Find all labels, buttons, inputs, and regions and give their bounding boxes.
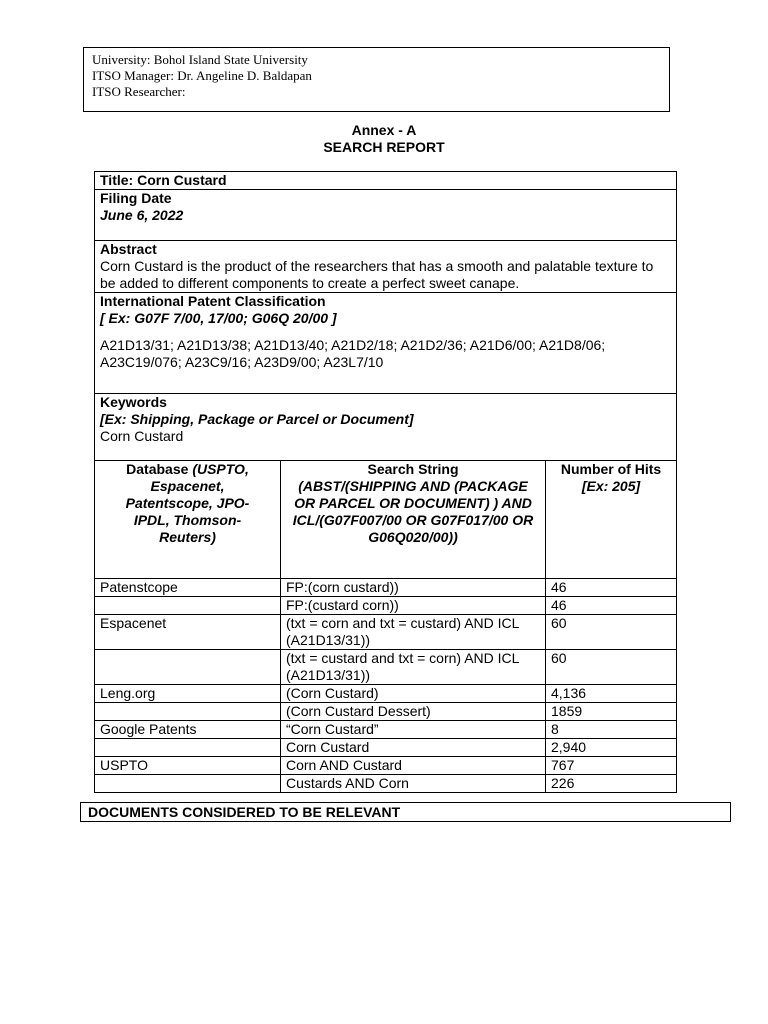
search-results [95, 579, 677, 793]
hits-example: [Ex: 205] [581, 478, 641, 494]
database-cell: USPTO [95, 757, 281, 775]
database-cell [95, 703, 281, 721]
title-cell: Title: Corn Custard [95, 172, 677, 190]
manager-line: ITSO Manager: Dr. Angeline D. Baldapan [92, 68, 312, 83]
database-cell: Espacenet [95, 615, 281, 650]
documents-relevant-heading: DOCUMENTS CONSIDERED TO BE RELEVANT [80, 802, 731, 822]
database-cell [95, 597, 281, 615]
keywords-value: Corn Custard [100, 428, 184, 444]
ipc-label: International Patent Classification [100, 293, 326, 309]
hits-label: Number of Hits [560, 461, 662, 477]
hits-cell: 767 [546, 757, 677, 775]
search-string-label: Search String [367, 461, 459, 477]
hits-cell: 2,940 [546, 739, 677, 757]
ipc-example: [ Ex: G07F 7/00, 17/00; G06Q 20/00 ] [100, 310, 337, 326]
abstract-label: Abstract [100, 241, 157, 257]
database-cell: Google Patents [95, 721, 281, 739]
table-row [95, 579, 677, 597]
table-row [95, 739, 677, 757]
ipc-codes: A21D13/31; A21D13/38; A21D13/40; A21D2/18; A21D2/36; A21D6/00; A21D8/06; A23C19/076; A23C9/16; A23D9/00; A23L7/10 [100, 337, 606, 370]
researcher-info-box [83, 47, 670, 112]
database-header [95, 461, 281, 579]
search-string-cell: Corn AND Custard [281, 757, 546, 775]
filing-date-cell [95, 190, 677, 241]
search-string-cell: (Corn Custard) [281, 685, 546, 703]
hits-cell: 60 [546, 650, 677, 685]
filing-date-value: June 6, 2022 [100, 207, 184, 223]
search-string-cell: FP:(custard corn)) [281, 597, 546, 615]
database-cell [95, 775, 281, 793]
search-string-cell: “Corn Custard” [281, 721, 546, 739]
abstract-cell [95, 241, 677, 293]
database-header-label: Database [126, 461, 189, 477]
search-string-cell: (Corn Custard Dessert) [281, 703, 546, 721]
keywords-label: Keywords [100, 394, 167, 410]
hits-header [546, 461, 677, 579]
hits-cell: 46 [546, 579, 677, 597]
search-string-cell: (txt = custard and txt = corn) AND ICL (A21D13/31)) [281, 650, 546, 685]
search-string-cell: (txt = corn and txt = custard) AND ICL (A21D13/31)) [281, 615, 546, 650]
hits-cell: 8 [546, 721, 677, 739]
database-cell: Leng.org [95, 685, 281, 703]
ipc-cell [95, 293, 677, 394]
report-heading: SEARCH REPORT [323, 139, 445, 155]
search-string-cell: FP:(corn custard)) [281, 579, 546, 597]
table-row [95, 615, 677, 650]
hits-cell: 1859 [546, 703, 677, 721]
hits-cell: 60 [546, 615, 677, 650]
table-row [95, 703, 677, 721]
search-string-header [281, 461, 546, 579]
search-report-table [94, 171, 677, 793]
annex-label: Annex - A [351, 122, 417, 138]
table-row [95, 685, 677, 703]
abstract-text: Corn Custard is the product of the researchers that has a smooth and palatable texture to be added to different components to create a perfect sweet canape. [100, 258, 654, 291]
filing-date-label: Filing Date [100, 190, 172, 206]
researcher-line: ITSO Researcher: [92, 84, 186, 99]
hits-cell: 226 [546, 775, 677, 793]
database-cell [95, 650, 281, 685]
table-row [95, 597, 677, 615]
database-cell [95, 739, 281, 757]
table-row [95, 721, 677, 739]
keywords-cell [95, 394, 677, 461]
university-line: University: Bohol Island State University [92, 52, 308, 67]
search-string-cell: Custards AND Corn [281, 775, 546, 793]
table-row [95, 757, 677, 775]
keywords-example: [Ex: Shipping, Package or Parcel or Document] [100, 411, 414, 427]
search-string-cell: Corn Custard [281, 739, 546, 757]
database-header-example: (USPTO, Espacenet, Patentscope, JPO-IPDL, Thomson-Reuters) [125, 461, 250, 545]
hits-cell: 46 [546, 597, 677, 615]
table-row [95, 650, 677, 685]
hits-cell: 4,136 [546, 685, 677, 703]
table-row [95, 775, 677, 793]
database-cell: Patenstcope [95, 579, 281, 597]
search-string-example: (ABST/(SHIPPING AND (PACKAGE OR PARCEL OR DOCUMENT) ) AND ICL/(G07F007/00 OR G07F017/00 OR G06Q020/00)) [292, 478, 534, 545]
